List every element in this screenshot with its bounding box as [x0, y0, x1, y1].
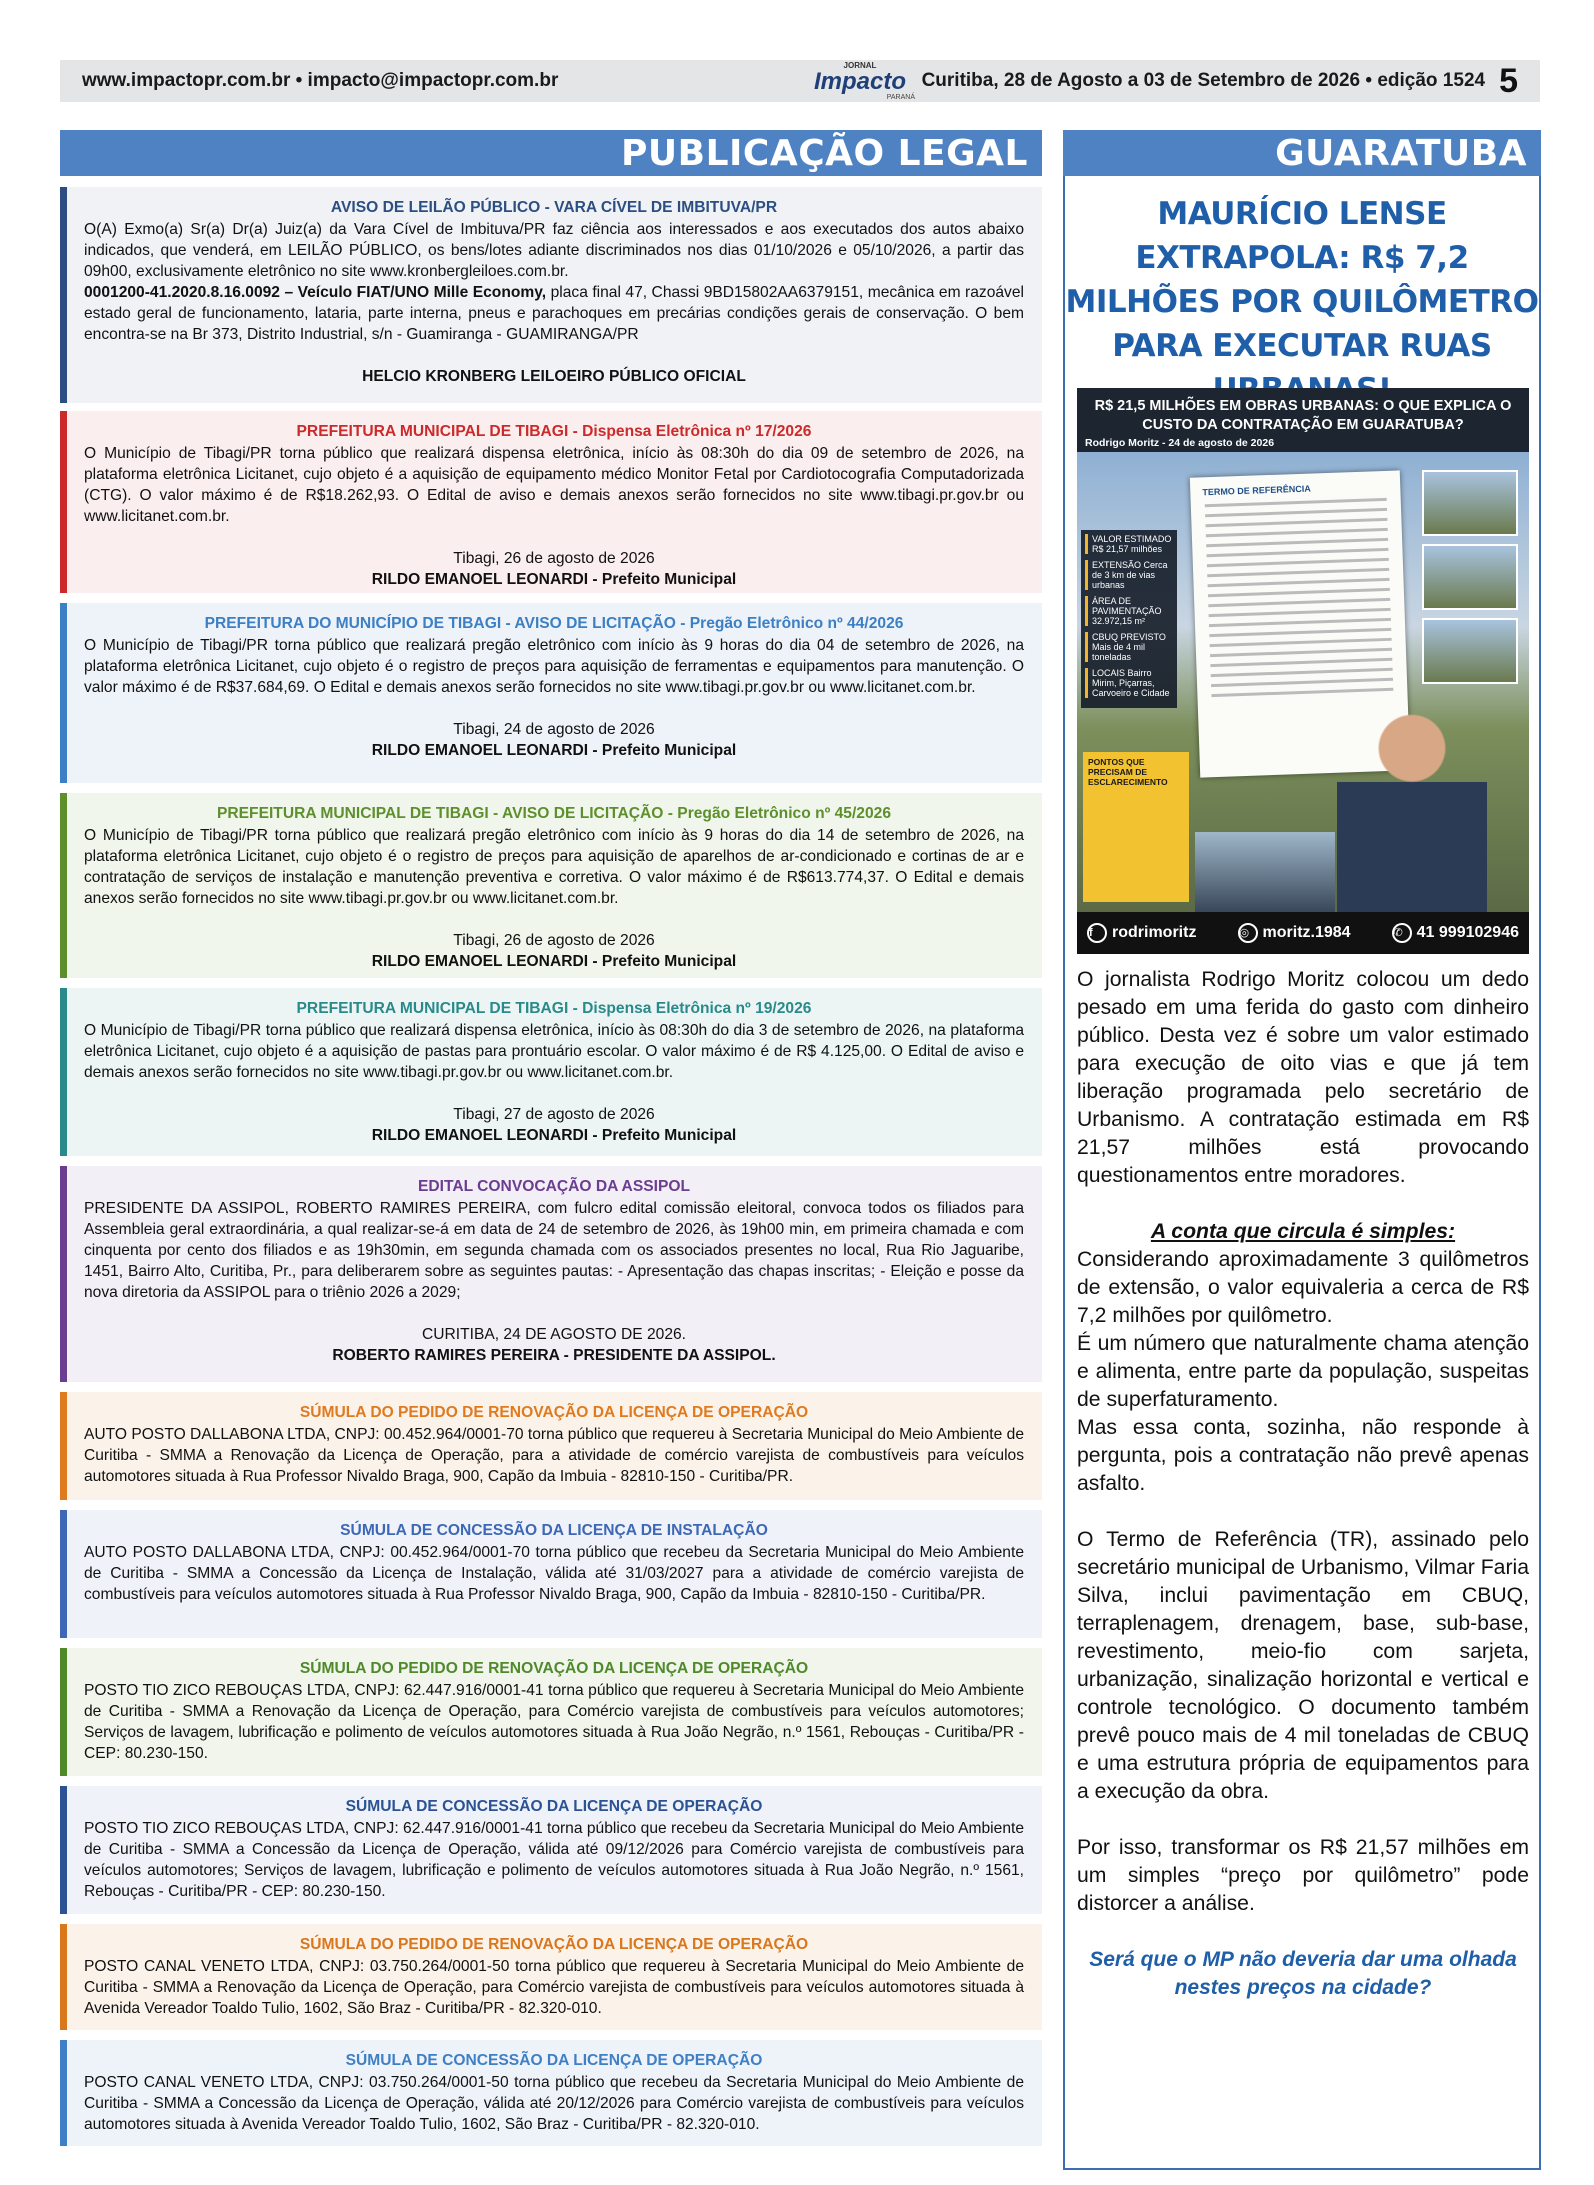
- newspaper-logo: JORNAL Impacto PARANÁ: [813, 60, 915, 101]
- street-photo: [1422, 618, 1518, 684]
- notice-12: SÚMULA DE CONCESSÃO DA LICENÇA DE OPERAÇÃO POSTO CANAL VENETO LTDA, CNPJ: 03.750.264/0001-50 torna público que recebeu da Secretaria Municipal do Meio Ambiente de Curitiba - SMMA a Concessão da Licença de Operação, válida até 20/12/2026 para Comércio varejista de combustíveis para veículos automotores situada à Avenida Vereador Toaldo Tulio, 1602, São Braz - Curitiba/PR - 82.320-010.: [60, 2040, 1042, 2146]
- article-paragraph: O Termo de Referência (TR), assinado pelo secretário municipal de Urbanismo, Vilmar Faria Silva, inclui pavimentação em CBUQ, terraplenagem, drenagem, base, sub-base, revestimento, meio-fio com sarjeta, urbanização, sinalização horizontal e vertical e controle tecnológico. O documento também prevê pouco mais de 4 mil toneladas de CBUQ e uma estrutura própria de equipamentos para a execução da obra.: [1077, 1528, 1529, 1803]
- notice-body: O(A) Exmo(a) Sr(a) Dr(a) Juiz(a) da Vara Cível de Imbituva/PR faz ciência aos interessados e aos executados dos autos abaixo indicados, que venderá, em LEILÃO PÚBLICO, os bens/lotes adiante discriminados nos dias 01/10/2026 e 05/10/2026, a partir das 09h00, exclusivamente eletrônico no site www.kronbergleiloes.com.br. 0001200-41.2020.8.16.0092 – Veículo FIAT/UNO Mille Economy, placa final 47, Chassi 9BD15802AA6379151, mecânica em razoável estado geral de funcionamento, lataria, parte interna, pneus e parachoques em precárias condições gerais de conservação. O bem encontra-se na Br 373, Distrito Industrial, s/n - Guamiranga - GUAMIRANGA/PR: [84, 221, 1024, 343]
- promo-title: R$ 21,5 MILHÕES EM OBRAS URBANAS: O QUE EXPLICA O CUSTO DA CONTRATAÇÃO EM GUARATUBA?: [1094, 398, 1512, 433]
- notice-2: PREFEITURA MUNICIPAL DE TIBAGI - Dispensa Eletrônica nº 17/2026 O Município de Tibagi/PR torna público que realizará dispensa eletrônica, início às 08:30h do dia 09 de setembro de 2026, na plataforma eletrônica Licitanet, cujo objeto é a aquisição de equipamento médico Monitor Fetal por Cardiotocografia Computadorizada (CTG). O valor máximo é de R$18.262,93. O Edital de aviso e demais anexos serão fornecidos no site www.tibagi.pr.gov.br ou www.licitanet.com.br. Tibagi, 26 de agosto de 2026 RILDO EMANOEL LEONARDI - Prefeito Municipal: [60, 411, 1042, 593]
- instagram-icon: ◎: [1238, 923, 1258, 943]
- article-closing-question: Será que o MP não deveria dar uma olhada nestes preços na cidade?: [1089, 1948, 1517, 1999]
- facebook-handle: f rodrimoritz: [1089, 924, 1197, 941]
- page-number: 5: [1499, 61, 1518, 100]
- page-header: [60, 60, 1540, 102]
- notice-11: SÚMULA DO PEDIDO DE RENOVAÇÃO DA LICENÇA DE OPERAÇÃO POSTO CANAL VENETO LTDA, CNPJ: 03.750.264/0001-50 torna público que requereu à Secretaria Municipal do Meio Ambiente de Curitiba - SMMA a Renovação da Licença de Operação, para Comércio varejista de combustíveis para veículos automotores situada à Avenida Vereador Toaldo Tulio, 1602, São Braz - Curitiba/PR - 82.320-010.: [60, 1924, 1042, 2030]
- instagram-handle: ◎ moritz.1984: [1239, 924, 1351, 941]
- article-paragraph: Considerando aproximadamente 3 quilômetros de extensão, o valor equivaleria a cerca de R$ 7,2 milhões por quilômetro.: [1077, 1248, 1529, 1327]
- questions-box: PONTOS QUE PRECISAM DE ESCLARECIMENTO: [1083, 752, 1189, 902]
- notice-3: PREFEITURA DO MUNICÍPIO DE TIBAGI - AVISO DE LICITAÇÃO - Pregão Eletrônico nº 44/2026 O Município de Tibagi/PR torna público que realizará pregão eletrônico com início às 9 horas do dia 04 de setembro de 2026, na plataforma eletrônica Licitanet, cujo objeto é o registro de preços para aquisição de ferramentas e equipamentos para manutenção. O valor máximo é de R$37.684,69. O Edital e demais anexos serão fornecidos no site www.tibagi.pr.gov.br ou www.licitanet.com.br. Tibagi, 24 de agosto de 2026 RILDO EMANOEL LEONARDI - Prefeito Municipal: [60, 603, 1042, 783]
- person-photo: [1337, 702, 1487, 912]
- contact-line: www.impactopr.com.br • impacto@impactopr.com.br: [82, 70, 559, 91]
- whatsapp-handle: ✆ 41 999102946: [1393, 924, 1519, 941]
- article-subtitle: A conta que circula é simples:: [1150, 1220, 1456, 1243]
- notice-4: PREFEITURA MUNICIPAL DE TIBAGI - AVISO DE LICITAÇÃO - Pregão Eletrônico nº 45/2026 O Município de Tibagi/PR torna público que realizará pregão eletrônico com início às 9 horas do dia 14 de setembro de 2026, na plataforma eletrônica Licitanet, cujo objeto é o registro de preços para aquisição de aparelhos de ar-condicionado e cortinas de ar e contratação de serviços de instalação e manutenção preventiva e corretiva. O valor máximo é de R$613.774,37. O Edital e demais anexos serão fornecidos no site www.tibagi.pr.gov.br ou www.licitanet.com.br. Tibagi, 26 de agosto de 2026 RILDO EMANOEL LEONARDI - Prefeito Municipal: [60, 793, 1042, 978]
- article-paragraph: Por isso, transformar os R$ 21,57 milhões em um simples “preço por quilômetro” pode distorcer a análise.: [1077, 1836, 1529, 1915]
- social-bar: [1077, 912, 1529, 954]
- article-promo-image: [1077, 388, 1529, 954]
- section-title-guaratuba: GUARATUBA: [1063, 130, 1541, 176]
- notice-title: AVISO DE LEILÃO PÚBLICO - VARA CÍVEL DE IMBITUVA/PR: [330, 199, 778, 216]
- section-title-legal: PUBLICAÇÃO LEGAL: [60, 130, 1042, 176]
- facebook-icon: f: [1087, 923, 1107, 943]
- notice-10: SÚMULA DE CONCESSÃO DA LICENÇA DE OPERAÇÃO POSTO TIO ZICO REBOUÇAS LTDA, CNPJ: 62.447.916/0001-41 torna público que recebeu da Secretaria Municipal do Meio Ambiente de Curitiba - SMMA a Concessão da Licença de Operação, válida até 09/12/2026 para Comércio varejista de combustíveis para veículos automotores; Serviços de lavagem, lubrificação e polimento de veículos automotores situada à Rua João Negrão, n.º 1561, Rebouças - Curitiba/PR - CEP: 80.230-150.: [60, 1786, 1042, 1914]
- whatsapp-icon: ✆: [1392, 923, 1412, 943]
- article-paragraph: É um número que naturalmente chama atenção e alimenta, entre parte da população, suspeitas de superfaturamento.: [1077, 1332, 1529, 1411]
- promo-byline: Rodrigo Moritz - 24 de agosto de 2026: [1085, 437, 1275, 449]
- notice-9: SÚMULA DO PEDIDO DE RENOVAÇÃO DA LICENÇA DE OPERAÇÃO POSTO TIO ZICO REBOUÇAS LTDA, CNPJ: 62.447.916/0001-41 torna público que requereu à Secretaria Municipal do Meio Ambiente de Curitiba - SMMA a Renovação da Licença de Operação, para Comércio varejista de combustíveis para veículos automotores; Serviços de lavagem, lubrificação e polimento de veículos automotores situada à Rua João Negrão, n.º 1561, Rebouças - Curitiba/PR - CEP: 80.230-150.: [60, 1648, 1042, 1776]
- legal-publications-column: [60, 130, 1042, 2170]
- article-paragraph: Mas essa conta, sozinha, não responde à pergunta, pois a contratação não prevê apenas asfalto.: [1077, 1416, 1529, 1495]
- article-headline: MAURÍCIO LENSE EXTRAPOLA: R$ 7,2 MILHÕES POR QUILÔMETRO PARA EXECUTAR RUAS: [1065, 196, 1539, 364]
- article-paragraph: O jornalista Rodrigo Moritz colocou um dedo pesado em uma ferida do gasto com dinheiro público. Desta vez é sobre um valor estimado para execução de oito vias e que já tem liberação programada pelo secretário de Urbanismo. A contratação estimada em R$ 21,57 milhões está provocando questionamentos entre moradores.: [1077, 968, 1529, 1187]
- article-body: [1077, 966, 1529, 2002]
- promo-scene: [1077, 452, 1529, 912]
- guaratuba-column: [1063, 130, 1541, 2170]
- stats-box: VALOR ESTIMADO R$ 21,57 milhões EXTENSÃO Cerca de 3 km de vias urbanas ÁREA DE PAVIMENTAÇÃO 32.972,15 m² CBUQ PREVISTO Mais de 4 mil toneladas LOCAIS Bairro Mirim, Piçarras, Carvoeiro e Cidade: [1081, 530, 1177, 708]
- notice-7: SÚMULA DO PEDIDO DE RENOVAÇÃO DA LICENÇA DE OPERAÇÃO AUTO POSTO DALLABONA LTDA, CNPJ: 00.452.964/0001-70 torna público que requereu à Secretaria Municipal do Meio Ambiente de Curitiba - SMMA a Renovação da Licença de Operação, para a atividade de comércio varejista de combustíveis para veículos automotores situada à Rua Professor Nivaldo Braga, 900, Capão da Imbuia - 82810-150 - Curitiba/PR.: [60, 1392, 1042, 1500]
- street-photo: [1422, 470, 1518, 536]
- issue-info: Curitiba, 28 de Agosto a 03 de Setembro de 2026 • edição 1524: [921, 70, 1486, 91]
- document-illustration: TERMO DE REFERÊNCIA: [1190, 470, 1410, 777]
- street-photo: [1422, 544, 1518, 610]
- notice-8: SÚMULA DE CONCESSÃO DA LICENÇA DE INSTALAÇÃO AUTO POSTO DALLABONA LTDA, CNPJ: 00.452.964/0001-70 torna público que recebeu da Secretaria Municipal do Meio Ambiente de Curitiba - SMMA a Concessão da Licença de Instalação, válida até 31/03/2027 para a atividade de comércio varejista de combustíveis para veículos automotores situada à Rua Professor Nivaldo Braga, 900, Capão da Imbuia - 82810-150 - Curitiba/PR.: [60, 1510, 1042, 1638]
- notice-5: PREFEITURA MUNICIPAL DE TIBAGI - Dispensa Eletrônica nº 19/2026 O Município de Tibagi/PR torna público que realizará dispensa eletrônica, início às 08:30h do dia 3 de setembro de 2026, na plataforma eletrônica Licitanet, cujo objeto é a aquisição de pastas para prontuário escolar. O valor máximo é de R$ 4.125,00. O Edital de aviso e demais anexos serão fornecidos no site www.tibagi.pr.gov.br ou www.licitanet.com.br. Tibagi, 27 de agosto de 2026 RILDO EMANOEL LEONARDI - Prefeito Municipal: [60, 988, 1042, 1156]
- notice-1: [60, 187, 1042, 403]
- notice-signature: HELCIO KRONBERG LEILOEIRO PÚBLICO OFICIAL: [362, 368, 746, 385]
- notice-6: EDITAL CONVOCAÇÃO DA ASSIPOL PRESIDENTE DA ASSIPOL, ROBERTO RAMIRES PEREIRA, com fulcro edital comissão eleitoral, convoca todos os filiados para Assembleia geral extraordinária, a qual realizar-se-á em data de 24 de setembro de 2026, às 19h00 min, em primeira chamada e com cinquenta por cento dos filiados e as 19h30min, em segunda chamada com os associados presentes no local, Rua Rio Jaguaribe, 1451, Bairro Alto, Curitiba, Pr., para deliberarem sobre as seguintes pautas: - Apresentação das chapas inscritas; - Eleição e posse da nova diretoria da ASSIPOL para o triênio 2026 a 2029; CURITIBA, 24 DE AGOSTO DE 2026. ROBERTO RAMIRES PEREIRA - PRESIDENTE DA ASSIPOL.: [60, 1166, 1042, 1382]
- group-photo: [1195, 832, 1335, 912]
